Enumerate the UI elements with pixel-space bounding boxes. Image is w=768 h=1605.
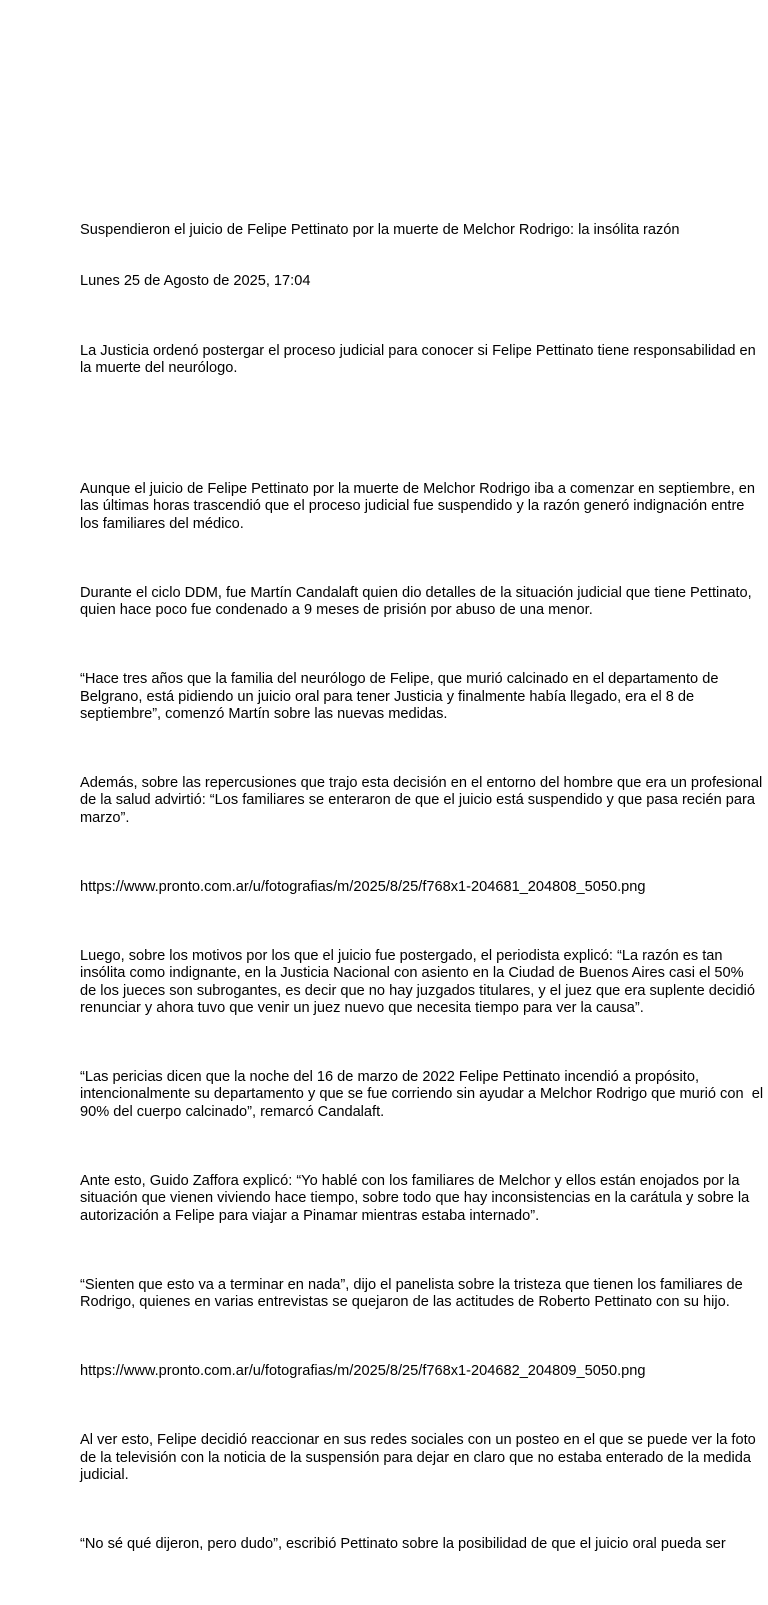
image-url: https://www.pronto.com.ar/u/fotografias/m/2025/8/25/f768x1-204682_204809_5050.png [80,1363,646,1380]
article-date: Lunes 25 de Agosto de 2025, 17:04 [80,273,311,290]
paragraph: Durante el ciclo DDM, fue Martín Candalaft quien dio detalles de la situación judicial que tiene Pettinato, quien hace poco fue condenado a 9 meses de prisión por abuso de una menor. [80,584,756,619]
paragraph: “Sienten que esto va a terminar en nada”, dijo el panelista sobre la tristeza que tienen los familiares de Rodrigo, quienes en varias entrevistas se quejaron de las actitudes de Roberto Pettinato con su hijo. [80,1276,747,1310]
paragraph: Ante esto, Guido Zaffora explicó: “Yo hablé con los familiares de Melchor y ellos están enojados por la situación que vienen viviendo hace tiempo, sobre todo que hay inconsistencias en la carátula y sobre la autorización a Felipe para viajar a Pinamar mientras estaba internado”. [80,1172,754,1224]
paragraph: “No sé qué dijeron, pero dudo”, escribió Pettinato sobre la posibilidad de que el juicio oral pueda ser [80,1536,726,1553]
paragraph: “Hace tres años que la familia del neurólogo de Felipe, que murió calcinado en el departamento de Belgrano, está pidiendo un juicio oral para tener Justicia y finalmente había llegado, era el 8 de septiembre”, comenzó Martín sobre las nuevas medidas. [80,671,723,722]
article-body [80,187,768,1605]
paragraph: Al ver esto, Felipe decidió reaccionar en sus redes sociales con un posteo en el que se puede ver la foto de la televisión con la noticia de la suspensión para dejar en claro que no estaba enterado de la medida judicial. [80,1432,760,1483]
image-url: https://www.pronto.com.ar/u/fotografias/m/2025/8/25/f768x1-204681_204808_5050.png [80,878,646,895]
paragraph: Luego, sobre los motivos por los que el juicio fue postergado, el periodista explicó: “La razón es tan insólita como indignante, en la Justicia Nacional con asiento en la Ciudad de Buenos Aires casi el 50% de los jueces son subrogantes, es decir que no hay juzgados titulares, y el juez que era suplente decidió renunciar y ahora tuvo que venir un juez nuevo que necesita tiempo para ver la causa”. [80,948,760,1016]
paragraph: “Las pericias dicen que la noche del 16 de marzo de 2022 Felipe Pettinato incendió a propósito, intencionalmente su departamento y que se fue corriendo sin ayudar a Melchor Rodrigo que murió con el 90% del cuerpo calcinado”, remarcó Candalaft. [80,1069,768,1120]
paragraph: Además, sobre las repercusiones que trajo esta decisión en el entorno del hombre que era un profesional de la salud advirtió: “Los familiares se enteraron de que el juicio está suspendido y que pasa recién para marzo”. [80,775,767,826]
paragraph: Aunque el juicio de Felipe Pettinato por la muerte de Melchor Rodrigo iba a comenzar en septiembre, en las últimas horas trascendió que el proceso judicial fue suspendido y la razón generó indignación entre los familiares del médico. [80,481,760,532]
article-lead: La Justicia ordenó postergar el proceso judicial para conocer si Felipe Pettinato tiene responsabilidad en la muerte del neurólogo. [80,342,760,376]
article-title: Suspendieron el juicio de Felipe Pettinato por la muerte de Melchor Rodrigo: la insólita razón [80,221,680,238]
